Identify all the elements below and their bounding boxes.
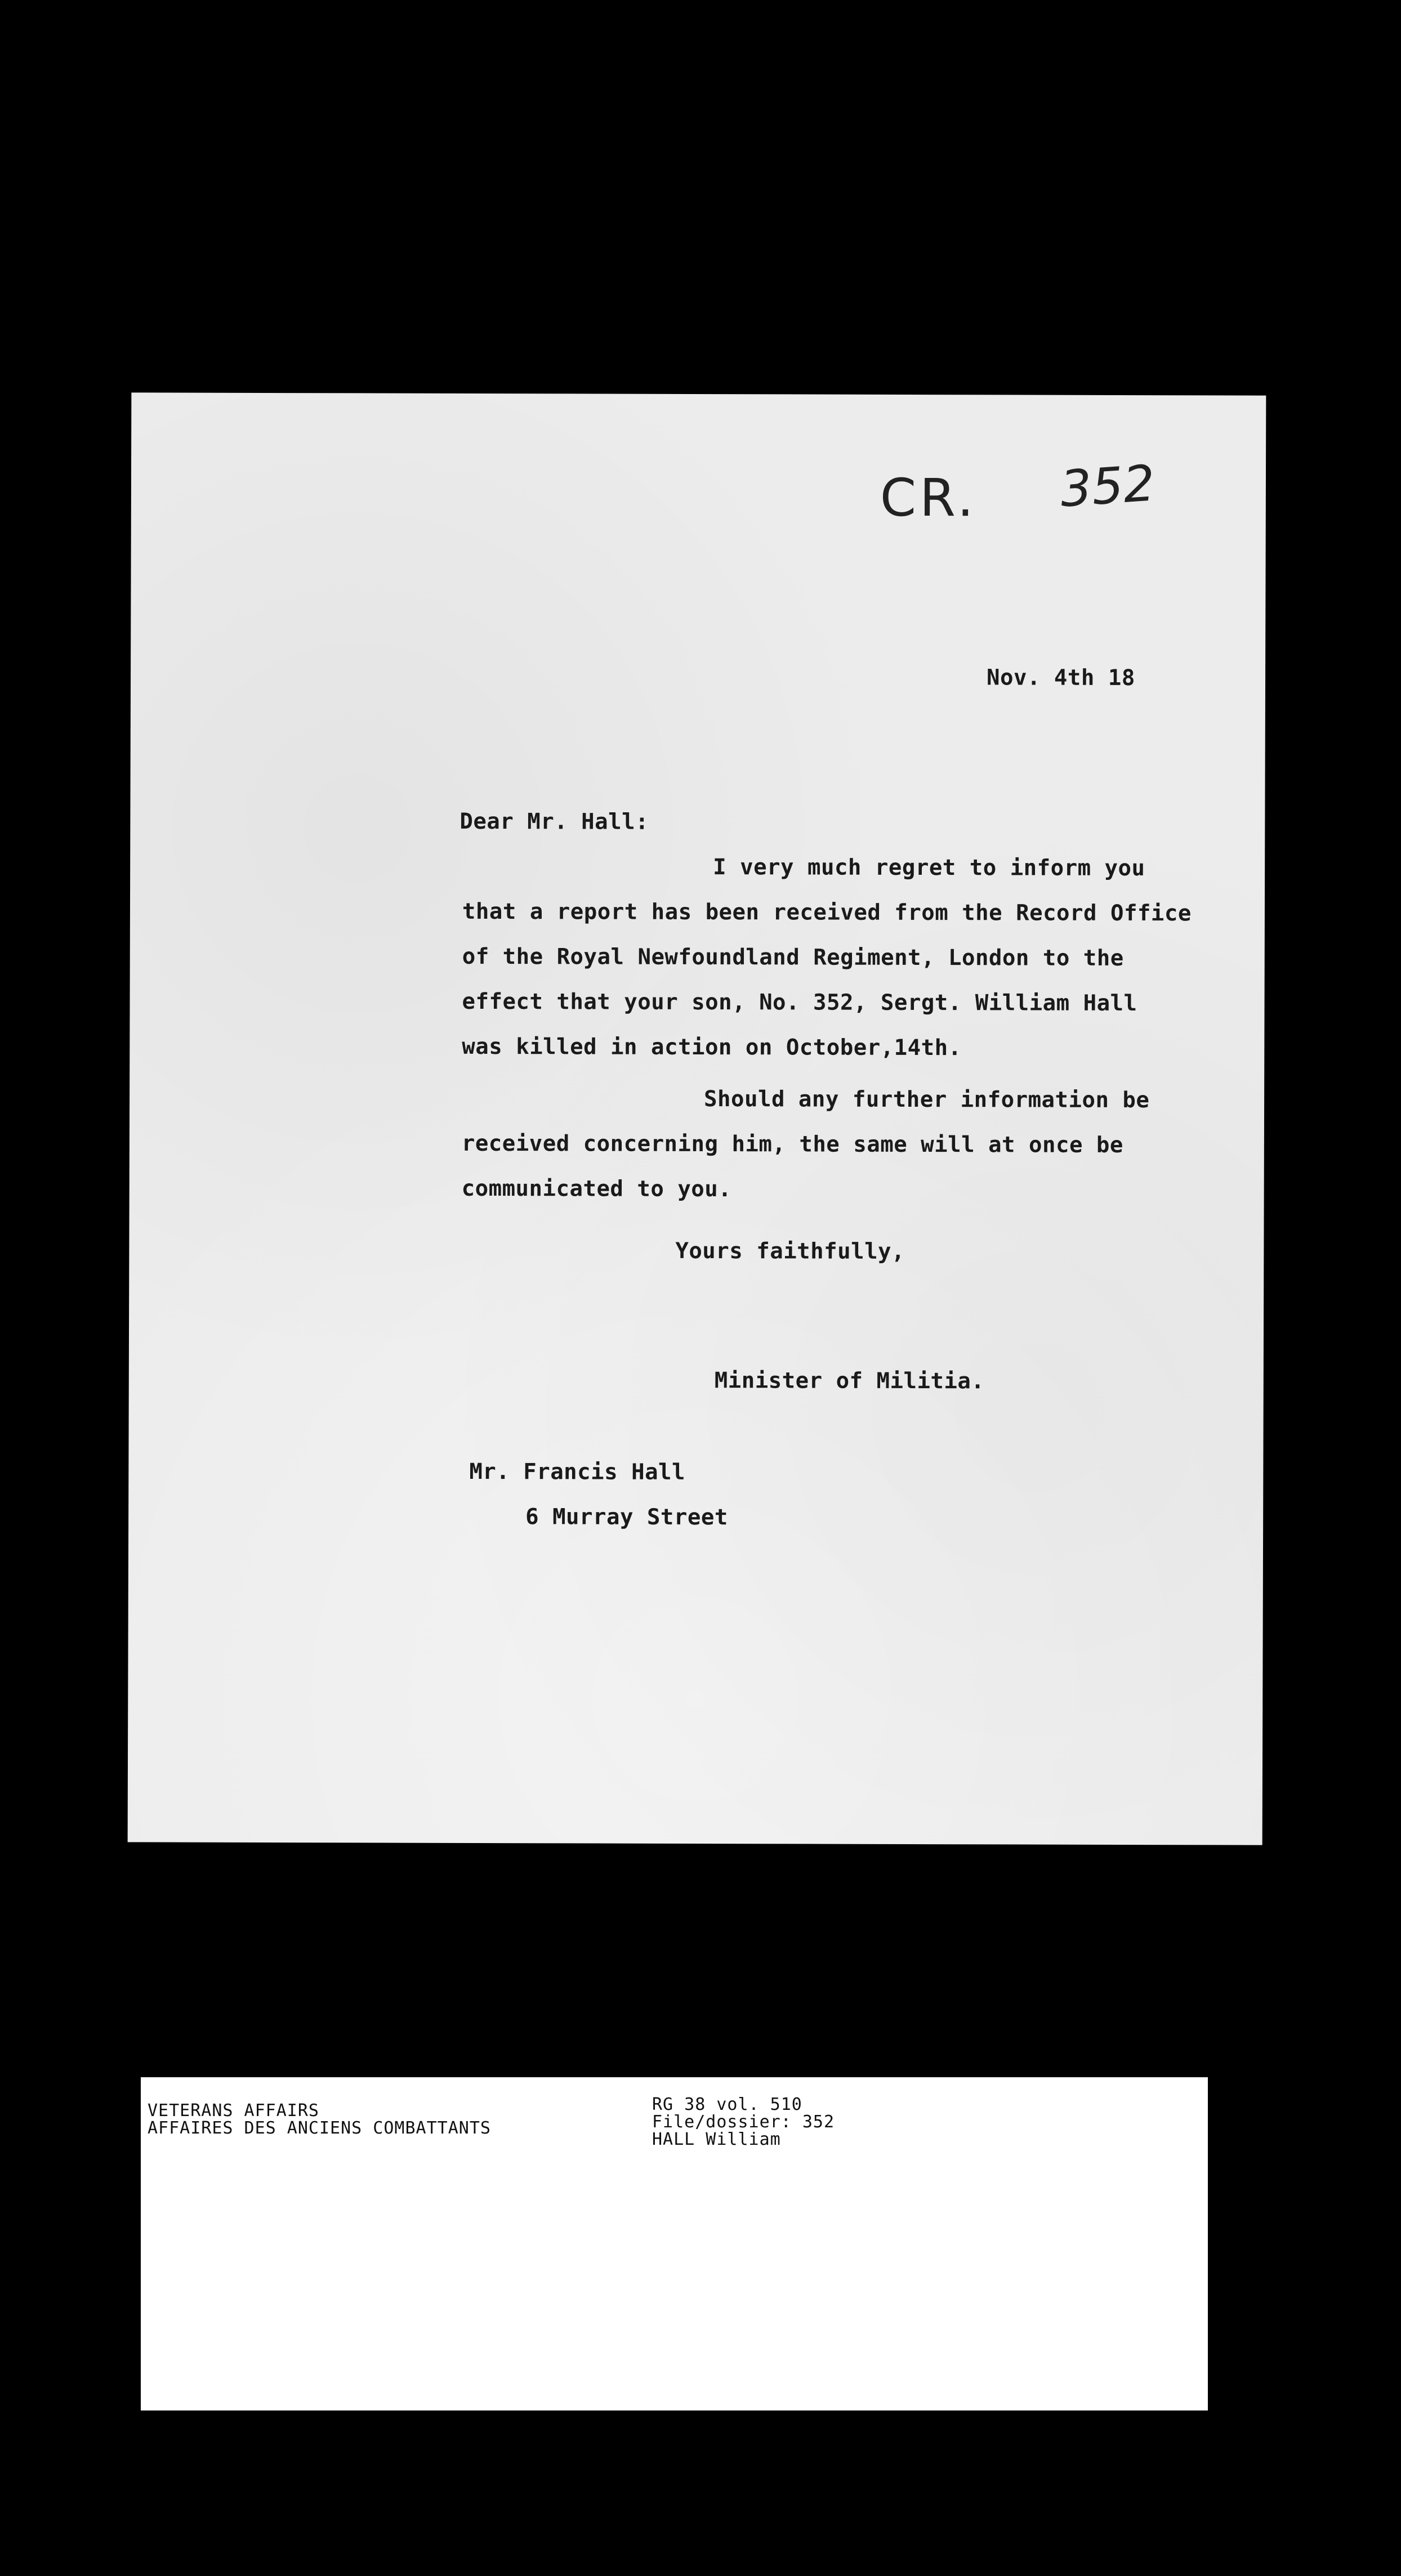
paragraph2-line1: Should any further information be [704,1086,1150,1113]
paragraph1-line2: that a report has been received from the Record Office [462,898,1192,927]
department-french: AFFAIRES DES ANCIENS COMBATTANTS [148,2118,491,2138]
file-number: File/dossier: 352 [652,2112,835,2132]
handwritten-file-number: 352 [1058,454,1157,518]
salutation: Dear Mr. Hall: [459,808,649,835]
letter-date: Nov. 4th 18 [986,665,1135,691]
closing: Yours faithfully, [675,1238,905,1264]
recipient-name: Mr. Francis Hall [469,1459,686,1485]
paragraph1-line4: effect that your son, No. 352, Sergt. William Hall [462,989,1137,1017]
paragraph1-line1: I very much regret to inform you [713,855,1145,882]
handwritten-cr-annotation: CR. [880,467,978,529]
paragraph1-line3: of the Royal Newfoundland Regiment, London to the [462,943,1124,971]
archive-card [141,2077,1208,2410]
subject-name: HALL William [652,2130,781,2149]
recipient-address: 6 Murray Street [525,1504,728,1531]
paragraph1-line5: was killed in action on October,14th. [462,1034,962,1061]
paragraph2-line2: received concerning him, the same will at once be [461,1130,1123,1158]
department-english: VETERANS AFFAIRS [148,2101,319,2121]
signatory-title: Minister of Militia. [714,1368,985,1394]
paragraph2-line3: communicated to you. [461,1175,732,1202]
letter-page [128,392,1266,1845]
record-reference: RG 38 vol. 510 [652,2095,802,2114]
